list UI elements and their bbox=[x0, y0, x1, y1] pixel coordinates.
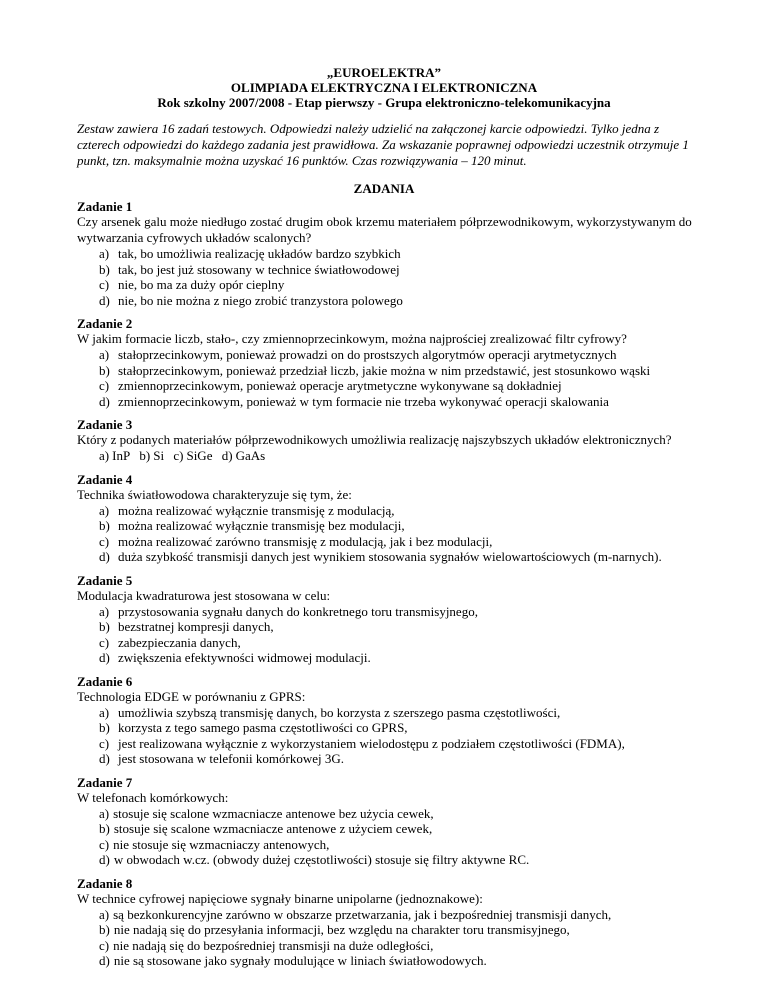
task-1 bbox=[77, 199, 728, 308]
answer-option: c) jest realizowana wyłącznie z wykorzystaniem wielodostępu z podziałem częstotliwości (FDMA), bbox=[99, 735, 625, 751]
answer-option: d) zwiększenia efektywności widmowej modulacji. bbox=[99, 650, 371, 665]
task-question: W telefonach komórkowych: bbox=[77, 789, 229, 805]
answer-option: a) można realizować wyłącznie transmisję z modulacją, bbox=[99, 502, 395, 518]
answer-option: d) GaAs bbox=[221, 448, 266, 463]
competition-name: „EUROELEKTRA” bbox=[326, 65, 442, 80]
answer-option: b) tak, bo jest już stosowany w technice światłowodowej bbox=[99, 261, 400, 277]
task-3 bbox=[77, 417, 728, 464]
answer-option: a) są bezkonkurencyjne zarówno w obszarze przetwarzania, jak i bezpośredniej transmisji danych, bbox=[99, 906, 612, 922]
answer-option: c) nie, bo ma za duży opór cieplny bbox=[99, 277, 285, 292]
answer-option: a) InP bbox=[99, 448, 131, 463]
task-title: Zadanie 4 bbox=[77, 471, 133, 487]
task-title: Zadanie 7 bbox=[77, 774, 133, 790]
answer-option: a) stosuje się scalone wzmacniacze antenowe bez użycia cewek, bbox=[99, 805, 434, 821]
task-7 bbox=[77, 775, 728, 868]
task-2 bbox=[77, 316, 728, 409]
task-title: Zadanie 5 bbox=[77, 572, 133, 588]
task-question: Technologia EDGE w porównaniu z GPRS: bbox=[77, 688, 306, 704]
tasks-list bbox=[77, 199, 728, 969]
task-question: W technice cyfrowej napięciowe sygnały binarne unipolarne (jednoznakowe): bbox=[77, 890, 483, 906]
answer-option: a) umożliwia szybszą transmisję danych, bo korzysta z szerszego pasma częstotliwości, bbox=[99, 704, 561, 720]
task-8 bbox=[77, 876, 728, 969]
answer-option: a) stałoprzecinkowym, ponieważ prowadzi on do prostszych algorytmów operacji arytmetycznych bbox=[99, 347, 617, 362]
answer-option: b) bezstratnej kompresji danych, bbox=[99, 619, 274, 634]
task-question: Czy arsenek galu może niedługo zostać drugim obok krzemu materiałem półprzewodnikowym, wykorzystywanym do wytwarzania cyfrowych układów scalonych? bbox=[77, 214, 692, 245]
answer-option: d) w obwodach w.cz. (obwody dużej częstotliwości) stosuje się filtry aktywne RC. bbox=[99, 852, 530, 867]
answer-option: c) SiGe bbox=[173, 448, 213, 463]
answer-option: d) duża szybkość transmisji danych jest wynikiem stosowania sygnałów wielowartościowych (m-narnych). bbox=[99, 549, 662, 564]
task-title: Zadanie 8 bbox=[77, 875, 133, 891]
school-year-stage: Rok szkolny 2007/2008 - Etap pierwszy - Grupa elektroniczno-telekomunikacyjna bbox=[157, 95, 611, 110]
task-question: Modulacja kwadraturowa jest stosowana w celu: bbox=[77, 587, 331, 603]
task-question: Który z podanych materiałów półprzewodnikowych umożliwia realizację najszybszych układów elektronicznych? bbox=[77, 432, 672, 447]
answer-option: d) nie, bo nie można z niego zrobić tranzystora polowego bbox=[99, 292, 403, 308]
task-6 bbox=[77, 674, 728, 767]
task-title: Zadanie 1 bbox=[77, 199, 133, 214]
task-title: Zadanie 3 bbox=[77, 417, 133, 432]
answer-option: c) nie nadają się do bezpośredniej transmisji na duże odległości, bbox=[99, 937, 434, 953]
section-title: ZADANIA bbox=[353, 181, 415, 196]
answer-option: b) stosuje się scalone wzmacniacze antenowe z użyciem cewek, bbox=[99, 821, 433, 836]
task-question: Technika światłowodowa charakteryzuje się tym, że: bbox=[77, 486, 352, 502]
task-title: Zadanie 6 bbox=[77, 673, 133, 689]
answer-option: c) zabezpieczania danych, bbox=[99, 634, 241, 650]
document-header bbox=[0, 0, 768, 110]
answer-option: a) przystosowania sygnału danych do konkretnego toru transmisyjnego, bbox=[99, 603, 478, 619]
olympiad-title: OLIMPIADA ELEKTRYCZNA I ELEKTRONICZNA bbox=[230, 80, 538, 95]
answer-option: d) zmiennoprzecinkowym, ponieważ w tym formacie nie trzeba wykonywać operacji skalowania bbox=[99, 393, 609, 409]
answer-option: c) nie stosuje się wzmacniaczy antenowych, bbox=[99, 836, 330, 852]
answer-option: b) nie nadają się do przesyłania informacji, bez względu na charakter toru transmisyjnego, bbox=[99, 922, 570, 937]
answer-option: d) jest stosowana w telefonii komórkowej 3G. bbox=[99, 751, 345, 766]
answer-option: b) Si bbox=[139, 448, 165, 463]
answer-option: c) zmiennoprzecinkowym, ponieważ operacje arytmetyczne wykonywane są dokładniej bbox=[99, 378, 562, 393]
instructions-paragraph: Zestaw zawiera 16 zadań testowych. Odpowiedzi należy udzielić na załączonej karcie odpowiedzi. Tylko jedna z czterech odpowiedzi do każdego zadania jest prawidłowa. Za wskazanie poprawnej odpowiedzi uczestnik otrzymuje 1 punkt, tzn. maksymalnie można uzyskać 16 punktów. Czas rozwiązywania – 120 minut. bbox=[77, 121, 689, 168]
task-title: Zadanie 2 bbox=[77, 316, 133, 331]
task-question: W jakim formacie liczb, stało-, czy zmiennoprzecinkowym, można najprościej zrealizować filtr cyfrowy? bbox=[77, 331, 627, 346]
answer-option: d) nie są stosowane jako sygnały modulujące w liniach światłowodowych. bbox=[99, 953, 487, 968]
answer-option: c) można realizować zarówno transmisję z modulacją, jak i bez modulacji, bbox=[99, 533, 493, 549]
answer-option: b) korzysta z tego samego pasma częstotliwości co GPRS, bbox=[99, 720, 408, 735]
task-5 bbox=[77, 573, 728, 666]
task-4 bbox=[77, 472, 728, 565]
answer-option: b) stałoprzecinkowym, ponieważ przedział liczb, jakie można w nim przedstawić, jest stosunkowo wąski bbox=[99, 362, 651, 378]
answer-option: b) można realizować wyłącznie transmisję bez modulacji, bbox=[99, 518, 405, 533]
answer-option: a) tak, bo umożliwia realizację układów bardzo szybkich bbox=[99, 246, 401, 261]
